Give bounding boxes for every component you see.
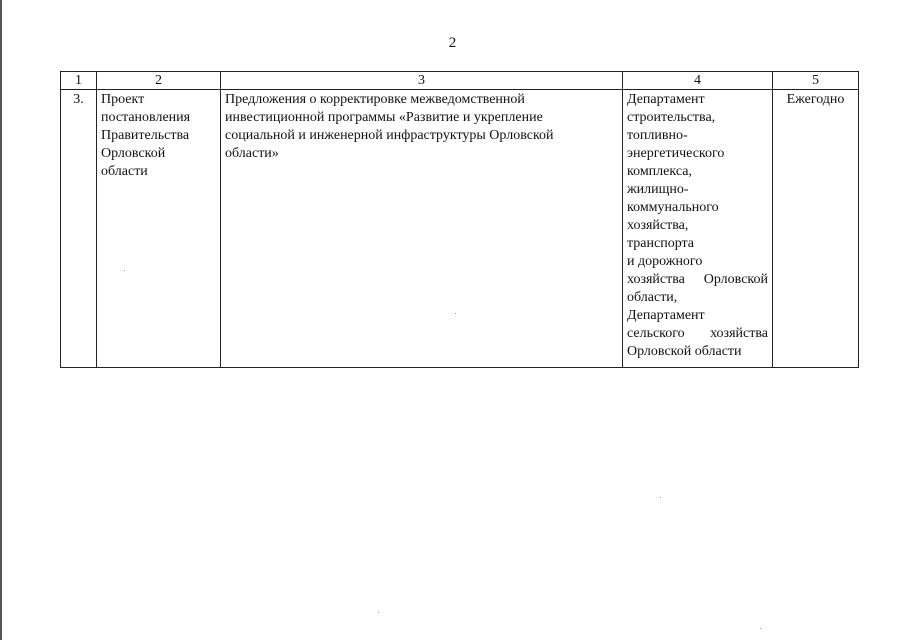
responsible-line: области, bbox=[627, 290, 678, 305]
scan-speck bbox=[660, 497, 661, 498]
scan-speck bbox=[124, 270, 125, 271]
row-number: 3. bbox=[61, 90, 97, 368]
description-line: Предложения о корректировке межведомственной bbox=[225, 92, 525, 107]
header-col-5: 5 bbox=[773, 72, 859, 90]
page-number: 2 bbox=[448, 35, 457, 51]
responsible-cell bbox=[623, 90, 773, 368]
header-col-3: 3 bbox=[221, 72, 623, 90]
document-type-line: области bbox=[101, 164, 148, 179]
scan-speck bbox=[378, 612, 379, 613]
plan-table bbox=[60, 71, 859, 368]
deadline-cell: Ежегодно bbox=[773, 90, 859, 368]
responsible-line: Департамент bbox=[627, 308, 705, 323]
responsible-line: Департамент bbox=[627, 92, 705, 107]
description-line: области» bbox=[225, 146, 279, 161]
header-col-1: 1 bbox=[61, 72, 97, 90]
responsible-line: жилищно- bbox=[627, 182, 689, 197]
description-line: социальной и инженерной инфраструктуры Орловской bbox=[225, 128, 554, 143]
description-cell bbox=[221, 90, 623, 368]
responsible-line: энергетического bbox=[627, 146, 725, 161]
responsible-line: хозяйства, bbox=[627, 218, 689, 233]
responsible-line: строительства, bbox=[627, 110, 716, 125]
header-col-4: 4 bbox=[623, 72, 773, 90]
responsible-line: и дорожного bbox=[627, 254, 703, 269]
document-type-line: Правительства bbox=[101, 128, 190, 143]
scan-speck bbox=[760, 628, 761, 629]
responsible-line: хозяйства Орловской bbox=[627, 272, 768, 287]
responsible-line: топливно- bbox=[627, 128, 688, 143]
responsible-line: сельского хозяйства bbox=[627, 326, 768, 341]
header-col-2: 2 bbox=[97, 72, 221, 90]
responsible-line: комплекса, bbox=[627, 164, 692, 179]
table-row bbox=[61, 90, 859, 368]
scan-left-edge bbox=[0, 0, 2, 640]
document-type-cell bbox=[97, 90, 221, 368]
document-type-line: Орловской bbox=[101, 146, 166, 161]
responsible-line: транспорта bbox=[627, 236, 695, 251]
description-line: инвестиционной программы «Развитие и укрепление bbox=[225, 110, 543, 125]
document-type-line: постановления bbox=[101, 110, 191, 125]
scan-speck bbox=[455, 313, 456, 314]
header-row bbox=[61, 72, 859, 90]
document-type-line: Проект bbox=[101, 92, 145, 107]
responsible-line: Орловской области bbox=[627, 344, 742, 359]
responsible-line: коммунального bbox=[627, 200, 719, 215]
